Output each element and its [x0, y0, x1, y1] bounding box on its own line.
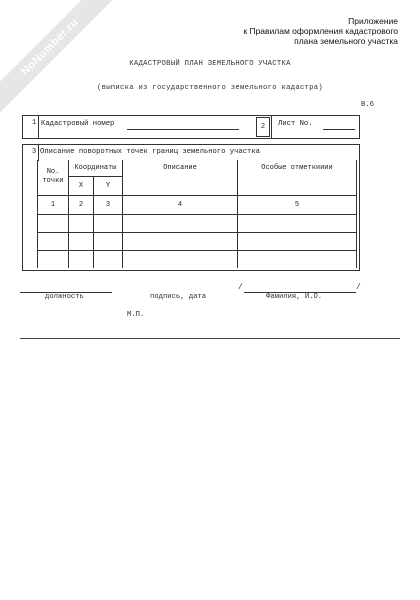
- appendix-line-2: к Правилам оформления кадастрового: [243, 26, 398, 36]
- document-title: КАДАСТРОВЫЙ ПЛАН ЗЕМЕЛЬНОГО УЧАСТКА: [129, 60, 291, 68]
- form-code: В.6: [361, 101, 374, 109]
- boundary-points-caption: Описание поворотных точек границ земельного участка: [40, 148, 260, 156]
- appendix-note: [243, 16, 398, 46]
- table-row: [38, 232, 357, 250]
- notes-header: Особые отметкииии: [238, 160, 357, 195]
- column-number-1: 1: [38, 195, 69, 214]
- table-cell[interactable]: [238, 232, 357, 250]
- slash-left: /: [238, 283, 243, 292]
- section-2-number: 2: [256, 117, 270, 137]
- table-cell[interactable]: [69, 250, 94, 268]
- table-cell[interactable]: [94, 250, 123, 268]
- divider: [271, 116, 272, 138]
- column-number-4: 4: [123, 195, 238, 214]
- bottom-divider: [20, 338, 400, 339]
- watermark-text: NoNumber.ru: [0, 0, 128, 125]
- table-cell[interactable]: [94, 214, 123, 232]
- cadastral-number-label: Кадастровый номер: [41, 120, 115, 128]
- coordinates-header: Координаты: [69, 160, 123, 176]
- table-cell[interactable]: [94, 232, 123, 250]
- table-row: [38, 250, 357, 268]
- point-number-header: [38, 160, 69, 195]
- sheet-number-field[interactable]: [323, 129, 355, 130]
- sign-date-label: подпись, дата: [150, 293, 207, 301]
- divider: [38, 145, 39, 161]
- table-cell[interactable]: [38, 214, 69, 232]
- point-number-header-line-2: точки: [42, 177, 64, 186]
- section-3-number: 3: [32, 148, 37, 156]
- table-cell[interactable]: [238, 214, 357, 232]
- table-cell[interactable]: [123, 214, 238, 232]
- table-cell[interactable]: [69, 214, 94, 232]
- name-label: Фамилия, И.О.: [266, 293, 323, 301]
- slash-right: /: [356, 283, 361, 292]
- point-number-header-line-1: No.: [46, 168, 60, 177]
- table-cell[interactable]: [123, 232, 238, 250]
- description-header: Описание: [123, 160, 238, 195]
- column-number-5: 5: [238, 195, 357, 214]
- table-cell[interactable]: [38, 232, 69, 250]
- table-cell[interactable]: [38, 250, 69, 268]
- column-number-3: 3: [94, 195, 123, 214]
- sheet-number-label: Лист No.: [278, 120, 313, 128]
- table-cell[interactable]: [238, 250, 357, 268]
- boundary-points-table: [37, 160, 357, 268]
- seal-label: М.П.: [127, 311, 145, 319]
- section-1-number: 1: [32, 119, 37, 127]
- document-subtitle: (выписка из государственного земельного кадастра): [96, 84, 324, 92]
- table-row: [38, 214, 357, 232]
- cadastral-number-field[interactable]: [127, 129, 239, 130]
- appendix-line-1: Приложение: [348, 16, 398, 26]
- table-cell[interactable]: [123, 250, 238, 268]
- position-label: должность: [45, 293, 84, 301]
- table-cell[interactable]: [69, 232, 94, 250]
- cadastral-number-section: [22, 115, 360, 139]
- y-header: Y: [94, 176, 123, 195]
- x-header: X: [69, 176, 94, 195]
- appendix-line-3: плана земельного участка: [294, 36, 398, 46]
- column-number-2: 2: [69, 195, 94, 214]
- divider: [38, 116, 39, 138]
